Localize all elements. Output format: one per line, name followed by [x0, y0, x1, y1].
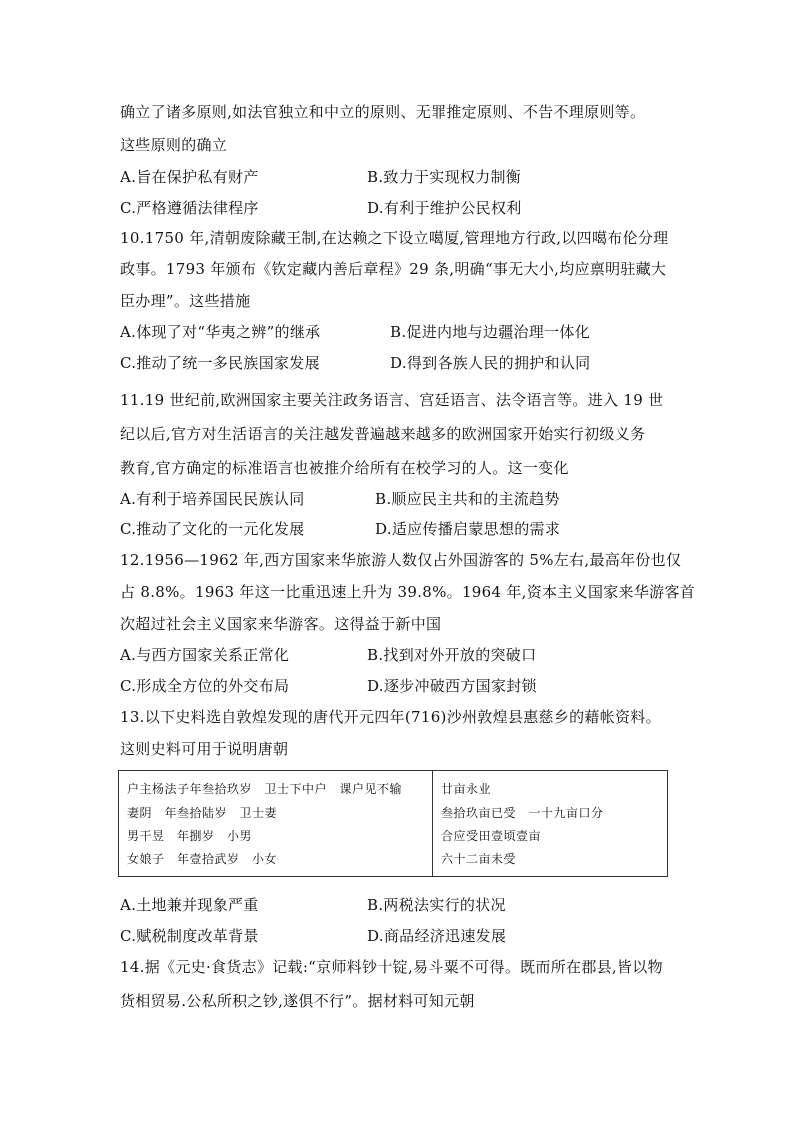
table-left-row-4: 女娘子 年壹拾武岁 小女 [127, 852, 278, 866]
q12-option-b: B.找到对外开放的突破口 [367, 646, 537, 664]
q10-option-c: C.推动了统一多民族国家发展 [120, 354, 320, 372]
q13-text-line-1: 13.以下史料选自敦煌发现的唐代开元四年(716)沙州敦煌县惠慈乡的藉帐资料。 [120, 708, 661, 726]
q13-text-line-2: 这则史料可用于说明唐朝 [120, 740, 289, 758]
q12-text-line-1: 12.1956—1962 年,西方国家来华旅游人数仅占外国游客的 5%左右,最高年份也仅 [120, 551, 682, 569]
q14-text-line-2: 货相贸易.公私所积之钞,遂俱不行”。据材料可知元朝 [120, 992, 475, 1010]
q10-text-line-1: 10.1750 年,清朝废除藏王制,在达赖之下设立噶厦,管理地方行政,以四噶布伦分理 [120, 229, 669, 247]
table-left-row-2: 妻阴 年叁拾陆岁 卫士妻 [127, 806, 278, 820]
q11-text-line-3: 教育,官方确定的标准语言也被推介给所有在校学习的人。这一变化 [120, 459, 569, 477]
q9-option-b: B.致力于实现权力制衡 [367, 168, 522, 186]
q13-option-d: D.商品经济迅速发展 [367, 927, 507, 945]
table-right-row-4: 六十二亩未受 [441, 852, 517, 866]
q12-option-d: D.逐步冲破西方国家封锁 [367, 677, 537, 695]
table-right-row-1: 廿亩永业 [441, 782, 492, 796]
q12-text-line-3: 次超过社会主义国家来华游客。这得益于新中国 [120, 615, 442, 633]
q12-option-c: C.形成全方位的外交布局 [120, 677, 290, 695]
q11-text-line-1: 11.19 世纪前,欧洲国家主要关注政务语言、宫廷语言、法令语言等。进入 19 世 [120, 391, 664, 409]
q11-option-d: D.适应传播启蒙思想的需求 [375, 520, 561, 538]
q9-option-c: C.严格遵循法律程序 [120, 199, 259, 217]
table-left-row-1: 户主杨法子年叁拾玖岁 卫士下中户 课户见不输 [127, 782, 403, 796]
q14-text-line-1: 14.据《元史·食货志》记载:“京师料钞十锭,易斗粟不可得。既而所在郡县,皆以物 [120, 958, 663, 976]
q13-option-b: B.两税法实行的状况 [367, 896, 506, 914]
table-right-row-2: 叁拾玖亩已受 一十九亩口分 [441, 806, 604, 820]
household-register-table [118, 770, 668, 877]
q11-text-line-2: 纪以后,官方对生活语言的关注越发普遍越来越多的欧洲国家开始实行初级义务 [120, 425, 646, 443]
q11-option-c: C.推动了文化的一元化发展 [120, 520, 305, 538]
table-right-row-3: 合应受田壹顷壹亩 [441, 829, 542, 843]
q10-text-line-3: 臣办理”。这些措施 [120, 292, 251, 310]
q13-option-a: A.土地兼并现象严重 [120, 896, 259, 914]
q12-option-a: A.与西方国家关系正常化 [120, 646, 290, 664]
q11-option-b: B.顺应民主共和的主流趋势 [375, 490, 560, 508]
table-column-divider [432, 771, 433, 876]
q12-text-line-2: 占 8.8%。1963 年这一比重迅速上升为 39.8%。1964 年,资本主义国家来华游客首 [120, 583, 696, 601]
q10-option-b: B.促进内地与边疆治理一体化 [390, 323, 590, 341]
q11-option-a: A.有利于培养国民民族认同 [120, 490, 305, 508]
q9-option-d: D.有利于维护公民权利 [367, 199, 522, 217]
q10-text-line-2: 政事。1793 年颁布《钦定藏内善后章程》29 条,明确“事无大小,均应禀明驻藏大 [120, 260, 667, 278]
q10-option-a: A.体现了对“华夷之辨”的继承 [120, 323, 321, 341]
q9-text-line-1: 确立了诸多原则,如法官独立和中立的原则、无罪推定原则、不告不理原则等。 [120, 103, 646, 121]
q10-option-d: D.得到各族人民的拥护和认同 [390, 354, 591, 372]
table-left-row-3: 男干昱 年捌岁 小男 [127, 829, 253, 843]
q9-option-a: A.旨在保护私有财产 [120, 168, 259, 186]
q13-option-c: C.赋税制度改革背景 [120, 927, 259, 945]
q9-text-line-2: 这些原则的确立 [120, 136, 228, 154]
